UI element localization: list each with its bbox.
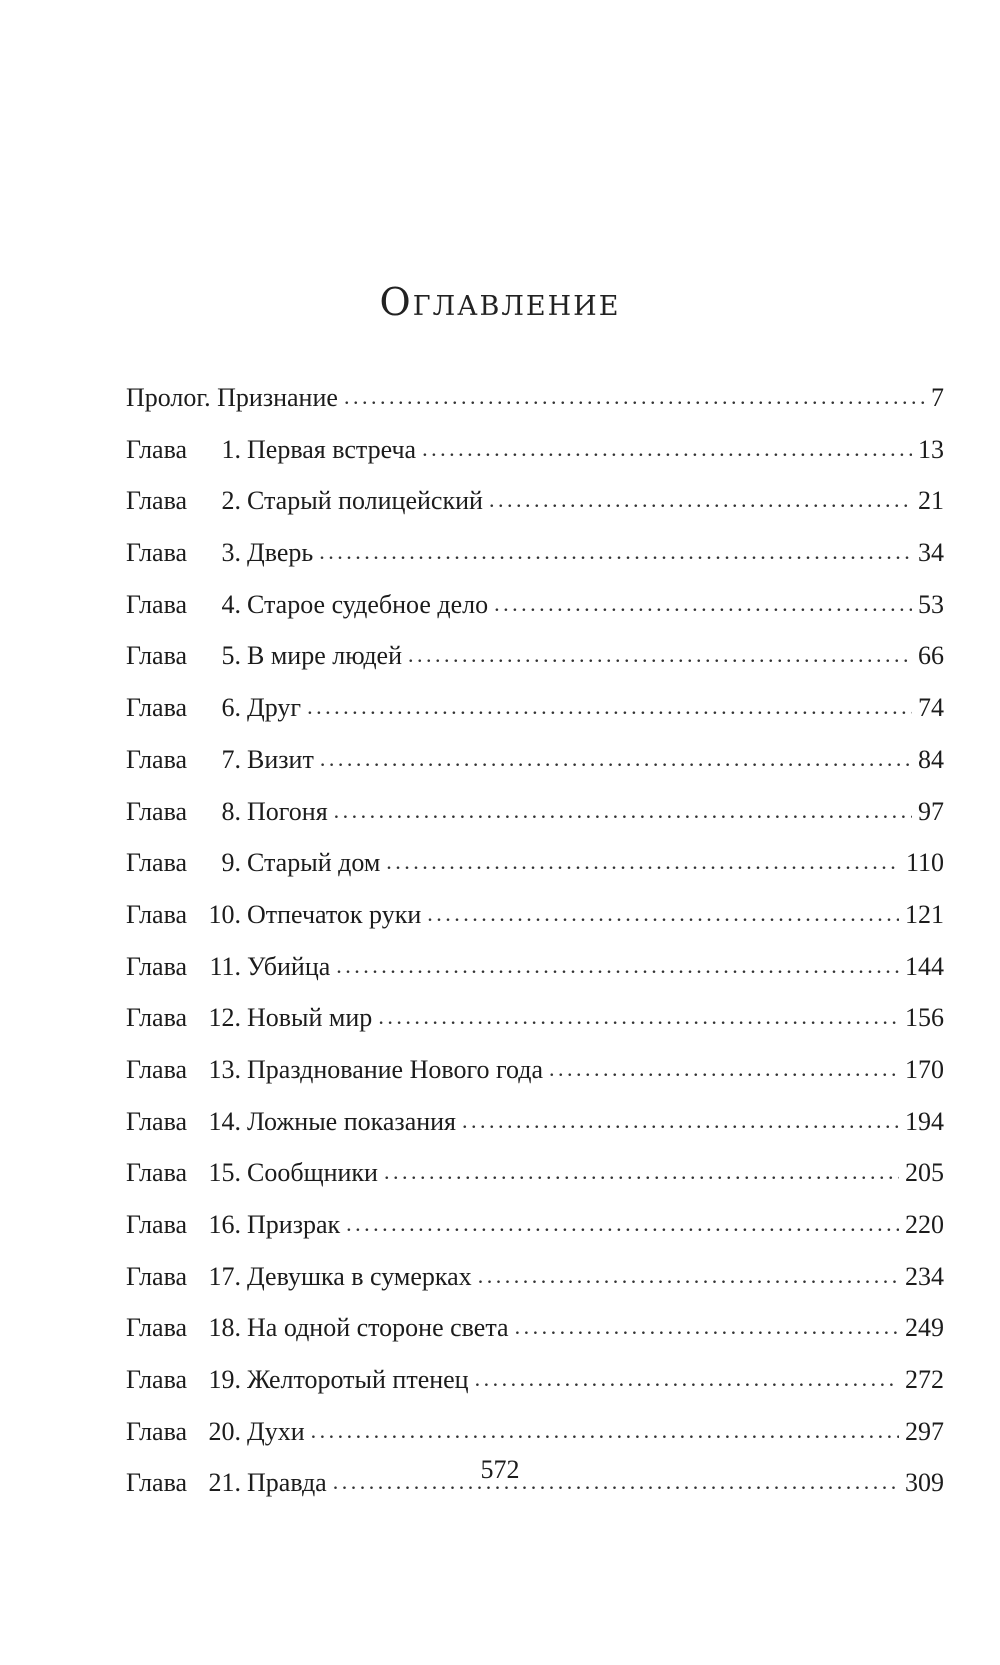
dot-leader (408, 639, 912, 669)
entry-page-number: 205 (905, 1158, 944, 1188)
chapter-title: Отпечаток руки (247, 899, 422, 929)
dot-leader (336, 950, 899, 980)
chapter-word: Глава (126, 1365, 188, 1395)
chapter-number: 17. (208, 1261, 241, 1291)
toc-entry-chapter (126, 641, 944, 693)
chapter-number: 16. (208, 1210, 241, 1239)
chapter-word: Глава (126, 1106, 188, 1136)
chapter-number: 11. (209, 951, 241, 981)
chapter-number: 18. (208, 1313, 241, 1343)
chapter-title: Призрак (247, 1210, 341, 1239)
toc-entry-chapter (126, 797, 944, 849)
chapter-title: Девушка в сумерках (247, 1261, 472, 1291)
dot-leader (334, 795, 912, 825)
chapter-number: 20. (208, 1416, 241, 1446)
chapter-word: Глава (126, 1313, 188, 1343)
dot-leader (344, 381, 925, 411)
chapter-list (126, 435, 944, 1520)
dot-leader (319, 536, 912, 566)
dot-leader (346, 1208, 899, 1238)
toc-entry-chapter (126, 590, 944, 642)
chapter-number: 19. (208, 1365, 241, 1395)
entry-title: Пролог. Признание (126, 383, 338, 412)
chapter-title: Первая встреча (247, 434, 417, 464)
page-number-footer: 572 (480, 1455, 520, 1484)
chapter-word: Глава (126, 1003, 188, 1033)
chapter-title: Друг (247, 693, 302, 723)
toc-entry-chapter (126, 693, 944, 745)
entry-page-number: 53 (918, 589, 944, 619)
dot-leader (307, 691, 912, 721)
chapter-word: Глава (126, 1468, 188, 1498)
dot-leader (422, 433, 912, 463)
chapter-number: 15. (208, 1158, 241, 1188)
chapter-title: Правда (247, 1468, 327, 1498)
chapter-word: Глава (126, 693, 188, 723)
toc-entry-chapter (126, 1158, 944, 1210)
chapter-word: Глава (126, 1158, 188, 1188)
chapter-title: Дверь (247, 538, 314, 568)
entry-page-number: 21 (918, 486, 944, 516)
chapter-word: Глава (126, 899, 188, 929)
chapter-title: Новый мир (247, 1003, 373, 1033)
chapter-number: 2. (221, 486, 241, 516)
toc-entry-chapter (126, 1055, 944, 1107)
chapter-title: На одной стороне света (247, 1313, 509, 1343)
chapter-word: Глава (126, 486, 188, 516)
chapter-number: 10. (208, 899, 241, 929)
toc-entry-chapter (126, 1313, 944, 1365)
chapter-word: Глава (126, 1210, 188, 1239)
toc-entry-chapter (126, 1210, 944, 1262)
chapter-number: 12. (208, 1003, 241, 1033)
dot-leader (462, 1105, 899, 1135)
chapter-title: Старый дом (247, 848, 381, 878)
chapter-word: Глава (126, 951, 188, 981)
chapter-word: Глава (126, 744, 188, 774)
toc-entry-prologue (126, 383, 944, 435)
toc-entry-chapter (126, 900, 944, 952)
entry-page-number: 234 (905, 1261, 944, 1291)
chapter-title: Погоня (247, 796, 328, 826)
entry-page-number: 272 (905, 1365, 944, 1395)
chapter-number: 4. (221, 589, 241, 619)
chapter-number: 1. (221, 434, 241, 464)
dot-leader (386, 846, 900, 876)
entry-page-number: 97 (918, 796, 944, 826)
page-title: Оглавление (379, 280, 621, 324)
chapter-title: Старое судебное дело (247, 589, 489, 619)
chapter-word: Глава (126, 1261, 188, 1291)
toc-entry-chapter (126, 538, 944, 590)
entry-page-number: 66 (918, 641, 944, 671)
entry-page-number: 74 (918, 693, 944, 723)
table-of-contents (126, 383, 944, 1520)
entry-page-number: 121 (905, 899, 944, 929)
entry-page-number: 156 (905, 1003, 944, 1033)
chapter-word: Глава (126, 589, 188, 619)
toc-entry-chapter (126, 1365, 944, 1417)
dot-leader (489, 484, 912, 514)
chapter-number: 13. (208, 1054, 241, 1084)
chapter-word: Глава (126, 434, 188, 464)
dot-leader (475, 1363, 899, 1393)
chapter-title: Ложные показания (247, 1106, 457, 1136)
entry-page-number: 84 (918, 744, 944, 774)
chapter-title: Духи (247, 1416, 305, 1446)
dot-leader (549, 1053, 899, 1083)
entry-page-number: 249 (905, 1313, 944, 1343)
chapter-title: Празднование Нового года (247, 1054, 544, 1084)
toc-entry-chapter (126, 952, 944, 1004)
dot-leader (378, 1001, 899, 1031)
toc-entry-chapter (126, 745, 944, 797)
toc-entry-chapter (126, 1003, 944, 1055)
entry-page-number: 297 (905, 1416, 944, 1446)
toc-entry-chapter (126, 1262, 944, 1314)
dot-leader (427, 898, 899, 928)
dot-leader (494, 588, 912, 618)
dot-leader (320, 743, 912, 773)
entry-page-number: 220 (905, 1210, 944, 1239)
chapter-title: Убийца (247, 951, 331, 981)
dot-leader (384, 1156, 899, 1186)
chapter-word: Глава (126, 1054, 188, 1084)
entry-page-number: 309 (905, 1468, 944, 1498)
entry-page-number: 13 (918, 434, 944, 464)
chapter-title: В мире людей (247, 641, 403, 671)
entry-page-number: 144 (905, 951, 944, 981)
chapter-number: 8. (221, 796, 241, 826)
chapter-title: Визит (247, 744, 314, 774)
toc-entry-chapter (126, 848, 944, 900)
chapter-number: 7. (221, 744, 241, 774)
chapter-number: 21. (208, 1468, 241, 1498)
chapter-word: Глава (126, 641, 188, 671)
entry-page-number: 110 (905, 848, 944, 878)
chapter-number: 5. (221, 641, 241, 671)
chapter-title: Желторотый птенец (247, 1365, 469, 1395)
toc-entry-chapter (126, 1107, 944, 1159)
entry-page-number: 194 (905, 1106, 944, 1136)
dot-leader (478, 1260, 899, 1290)
toc-entry-chapter (126, 486, 944, 538)
toc-entry-chapter (126, 435, 944, 487)
chapter-title: Старый полицейский (247, 486, 483, 516)
dot-leader (311, 1415, 899, 1445)
chapter-number: 3. (221, 538, 241, 568)
entry-page-number: 170 (905, 1054, 944, 1084)
chapter-word: Глава (126, 848, 188, 878)
chapter-word: Глава (126, 796, 188, 826)
entry-page-number: 34 (918, 538, 944, 568)
entry-page-number: 7 (931, 383, 944, 412)
chapter-word: Глава (126, 1416, 188, 1446)
chapter-word: Глава (126, 538, 188, 568)
dot-leader (515, 1311, 899, 1341)
chapter-number: 6. (221, 693, 241, 723)
chapter-number: 9. (221, 848, 241, 878)
chapter-number: 14. (208, 1106, 241, 1136)
chapter-title: Сообщники (247, 1158, 378, 1188)
